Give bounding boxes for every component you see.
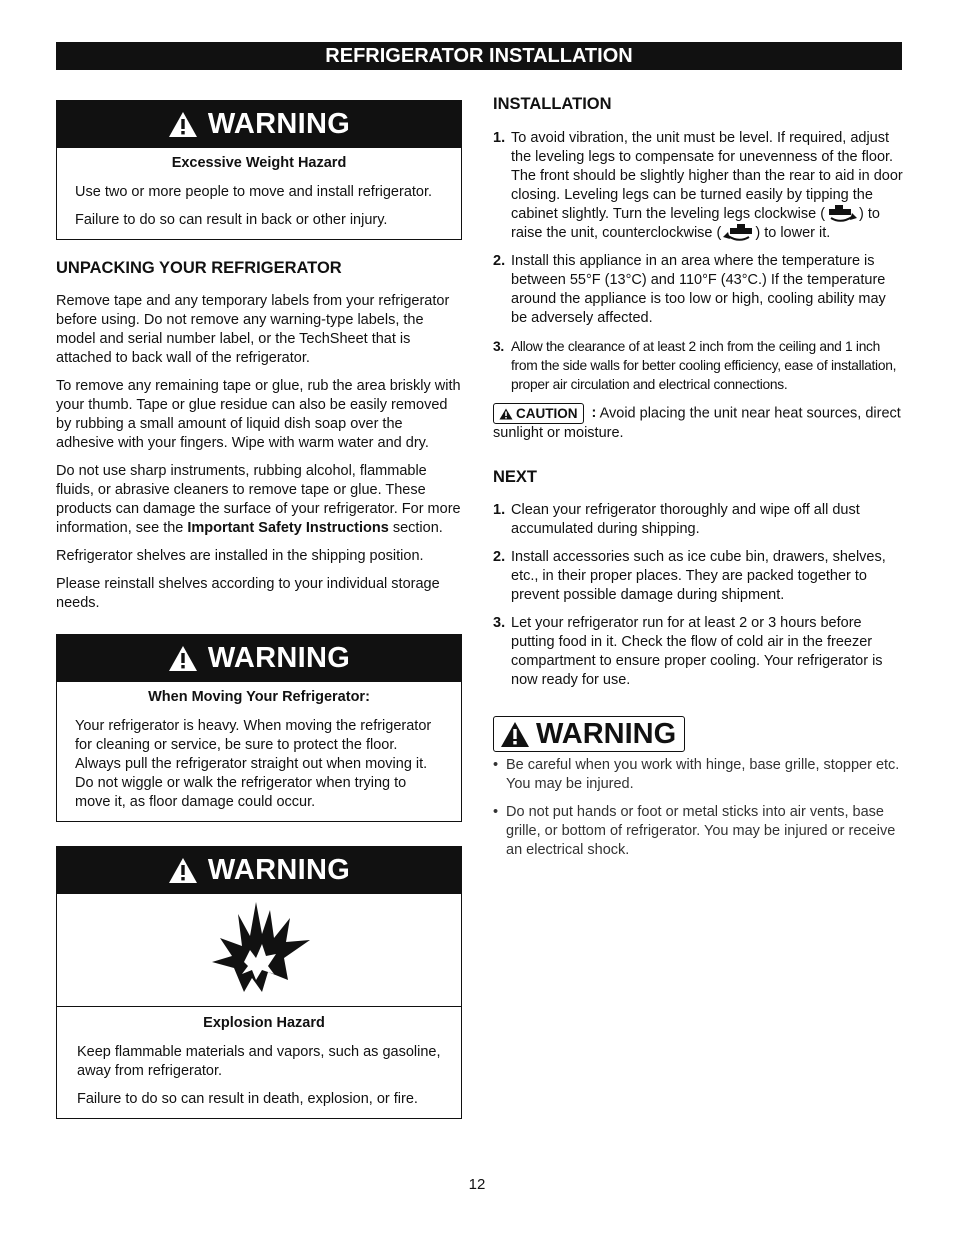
- warning-triangle-icon: [168, 857, 198, 884]
- warning-banner: [57, 635, 461, 682]
- caution-note: [493, 403, 903, 443]
- warning-body: [57, 148, 461, 239]
- caution-colon: :: [591, 405, 597, 422]
- clockwise-leveling-icon: [825, 205, 859, 223]
- bullet-text: Do not put hands or foot or metal sticks into air vents, base grille, or bottom of refrigerator. You may be injured or receive an electrical shock.: [506, 803, 896, 858]
- list-text-part: To avoid vibration, the unit must be level. If required, adjust the leveling legs to compensate for unevenness of the floor. The front should be slightly higher than the rear to aid in door closing. Leveling legs can be turned easily by tipping the cabinet slightly. Turn the leveling legs clockwise (: [511, 130, 903, 222]
- caution-label: CAUTION: [516, 406, 578, 421]
- bullet-text: Be careful when you work with hinge, base grille, stopper etc. You may be injured.: [506, 756, 900, 792]
- list-number: 2.: [493, 549, 506, 565]
- warning-text: Failure to do so can result in death, explosion, or fire.: [77, 1091, 418, 1107]
- right-column: [493, 95, 903, 869]
- safety-instructions-ref: Important Safety Instructions: [187, 520, 389, 536]
- caution-text: Avoid placing the unit near heat sources, direct sunlight or moisture.: [493, 405, 901, 441]
- bullet-item: [493, 756, 903, 794]
- paragraph: Please reinstall shelves according to your individual storage needs.: [56, 576, 440, 611]
- counterclockwise-leveling-icon: [721, 224, 755, 242]
- warning-subtitle: When Moving Your Refrigerator:: [148, 689, 370, 705]
- list-text-part: ) to lower it.: [755, 225, 831, 241]
- warning-text: Keep flammable materials and vapors, such as gasoline, away from refrigerator.: [77, 1044, 441, 1079]
- page-number: 12: [468, 1176, 486, 1193]
- list-item: [493, 501, 903, 539]
- left-column: [56, 100, 462, 1119]
- list-item: [493, 548, 903, 605]
- warning-title: WARNING: [207, 642, 351, 674]
- warning-triangle-icon: [500, 721, 530, 748]
- section-heading-unpacking: UNPACKING YOUR REFRIGERATOR: [56, 259, 342, 277]
- caution-badge: [493, 403, 584, 424]
- list-number: 1.: [493, 130, 506, 146]
- list-text: Let your refrigerator run for at least 2 or 3 hours before putting food in it. Check the flow of cold air in the freezer compartment to ensure proper cooling. Your refrigerator is now ready for use.: [511, 615, 883, 688]
- list-text: Install this appliance in an area where the temperature is between 55°F (13°C) and 110°F (43°C.) If the temperature around the appliance is too low or high, cooling ability may be adversely affected.: [511, 253, 886, 326]
- list-text: [511, 129, 903, 243]
- warning-plain: [493, 716, 903, 860]
- warning-text: Your refrigerator is heavy. When moving the refrigerator for cleaning or service, be sure to protect the floor. Always pull the refrigerator straight out when moving it. Do not wiggle or walk the refrigerator when trying to move it, as floor damage could occur.: [75, 718, 432, 810]
- page-header: [56, 42, 902, 70]
- installation-list: [493, 129, 903, 394]
- list-item: [493, 252, 903, 328]
- warning-banner: [57, 847, 461, 894]
- paragraph: Refrigerator shelves are installed in the shipping position.: [56, 548, 424, 564]
- warning-label-box: [493, 716, 685, 752]
- explosion-icon: [204, 900, 314, 1000]
- paragraph: To remove any remaining tape or glue, rub the area briskly with your thumb. Tape or glue residue can also be easily removed by rubbing a small amount of liquid dish soap over the adhesive with your fingers. Wipe with warm water and dry.: [56, 378, 461, 451]
- bullet-item: [493, 803, 903, 860]
- warning-title: WARNING: [536, 717, 677, 750]
- page-title: REFRIGERATOR INSTALLATION: [325, 45, 633, 67]
- list-text: Install accessories such as ice cube bin, drawers, shelves, etc., in their proper places. They are packed together to prevent possible damage during shipment.: [511, 549, 886, 603]
- paragraph: Remove tape and any temporary labels from your refrigerator before using. Do not remove any warning-type labels, the model and serial number label, or the TechSheet that is attached to back wall of the refrigerator.: [56, 293, 450, 366]
- caution-triangle-icon: [499, 408, 513, 420]
- paragraph-text: section.: [388, 520, 443, 536]
- next-list: [493, 501, 903, 690]
- warning-body: [57, 682, 461, 821]
- paragraph: [56, 462, 462, 538]
- warning-text: Use two or more people to move and install refrigerator.: [75, 184, 433, 200]
- list-item: [493, 129, 903, 243]
- warning-triangle-icon: [168, 645, 198, 672]
- list-number: 3.: [493, 615, 506, 631]
- section-heading-next: NEXT: [493, 468, 538, 486]
- warning-body: [57, 1007, 461, 1118]
- list-item: [493, 614, 903, 690]
- warning-box-explosion: [56, 846, 462, 1119]
- warning-title: WARNING: [207, 854, 351, 886]
- section-heading-installation: INSTALLATION: [493, 95, 612, 113]
- warning-triangle-icon: [168, 111, 198, 138]
- warning-text: Failure to do so can result in back or other injury.: [75, 212, 388, 228]
- warning-bullets: [493, 756, 903, 860]
- list-number: 3.: [493, 339, 504, 354]
- list-number: 1.: [493, 502, 506, 518]
- warning-subtitle: Explosion Hazard: [203, 1015, 325, 1031]
- list-text-part: ) to raise the unit, counterclockwise (: [511, 206, 880, 241]
- warning-title: WARNING: [207, 108, 351, 140]
- warning-box-moving: [56, 634, 462, 822]
- warning-banner: [57, 101, 461, 148]
- list-text: Allow the clearance of at least 2 inch from the ceiling and 1 inch from the side walls for better cooling efficiency, ease of installation, proper air circulation and electrical connections.: [511, 339, 897, 392]
- explosion-graphic: [57, 894, 461, 1007]
- list-number: 2.: [493, 253, 506, 269]
- paragraph-text: Do not use sharp instruments, rubbing alcohol, flammable fluids, or abrasive cleaners to remove tape or glue. These products can damage the surface of your refrigerator. For more information, see the: [56, 463, 461, 536]
- bullet-dot: •: [493, 803, 499, 820]
- bullet-dot: •: [493, 756, 499, 773]
- list-item: [493, 337, 903, 394]
- list-text: Clean your refrigerator thoroughly and wipe off all dust accumulated during shipping.: [511, 502, 860, 537]
- warning-box-weight: [56, 100, 462, 240]
- warning-subtitle: Excessive Weight Hazard: [171, 155, 347, 171]
